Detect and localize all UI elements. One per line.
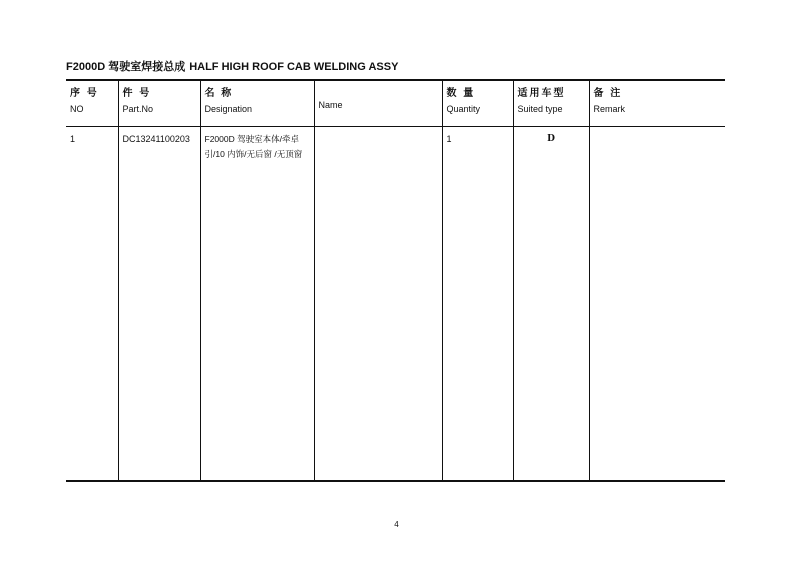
title-english: HALF HIGH ROOF CAB WELDING ASSY bbox=[189, 61, 399, 73]
header-name bbox=[314, 80, 442, 127]
cell-suited-type: D bbox=[513, 127, 589, 482]
header-part-no-zh: 件 号 bbox=[122, 88, 152, 99]
header-quantity-zh: 数 量 bbox=[446, 88, 476, 99]
header-part-no bbox=[118, 80, 200, 127]
cell-designation: F2000D 驾驶室本体/牵卓引/10 内饰/无后窗 /无顶窗 bbox=[200, 127, 314, 482]
header-remark-zh: 备 注 bbox=[593, 88, 623, 99]
header-suited-type-en: Suited type bbox=[517, 104, 563, 114]
header-no bbox=[66, 80, 118, 127]
header-designation-zh: 名 称 bbox=[204, 88, 234, 99]
document-title bbox=[66, 58, 398, 74]
header-no-en: NO bbox=[70, 104, 84, 114]
cell-quantity: 1 bbox=[442, 127, 513, 482]
header-designation-en: Designation bbox=[204, 104, 253, 114]
header-suited-type-zh: 适用车型 bbox=[517, 88, 566, 99]
cell-no: 1 bbox=[66, 127, 118, 482]
table-row bbox=[66, 127, 725, 482]
cell-remark bbox=[589, 127, 725, 482]
header-suited-type bbox=[513, 80, 589, 127]
header-remark-en: Remark bbox=[593, 104, 626, 114]
header-quantity-en: Quantity bbox=[446, 104, 481, 114]
table-header-row bbox=[66, 80, 725, 127]
page-number: 4 bbox=[394, 520, 399, 529]
header-remark bbox=[589, 80, 725, 127]
parts-table bbox=[66, 79, 725, 482]
cell-name bbox=[314, 127, 442, 482]
header-part-no-en: Part.No bbox=[122, 104, 154, 114]
header-quantity bbox=[442, 80, 513, 127]
header-no-zh: 序 号 bbox=[70, 88, 99, 99]
header-designation bbox=[200, 80, 314, 127]
cell-part-no: DC13241100203 bbox=[118, 127, 200, 482]
header-name-en: Name bbox=[318, 100, 343, 110]
title-code: F2000D 驾驶室焊接总成 bbox=[66, 61, 186, 73]
